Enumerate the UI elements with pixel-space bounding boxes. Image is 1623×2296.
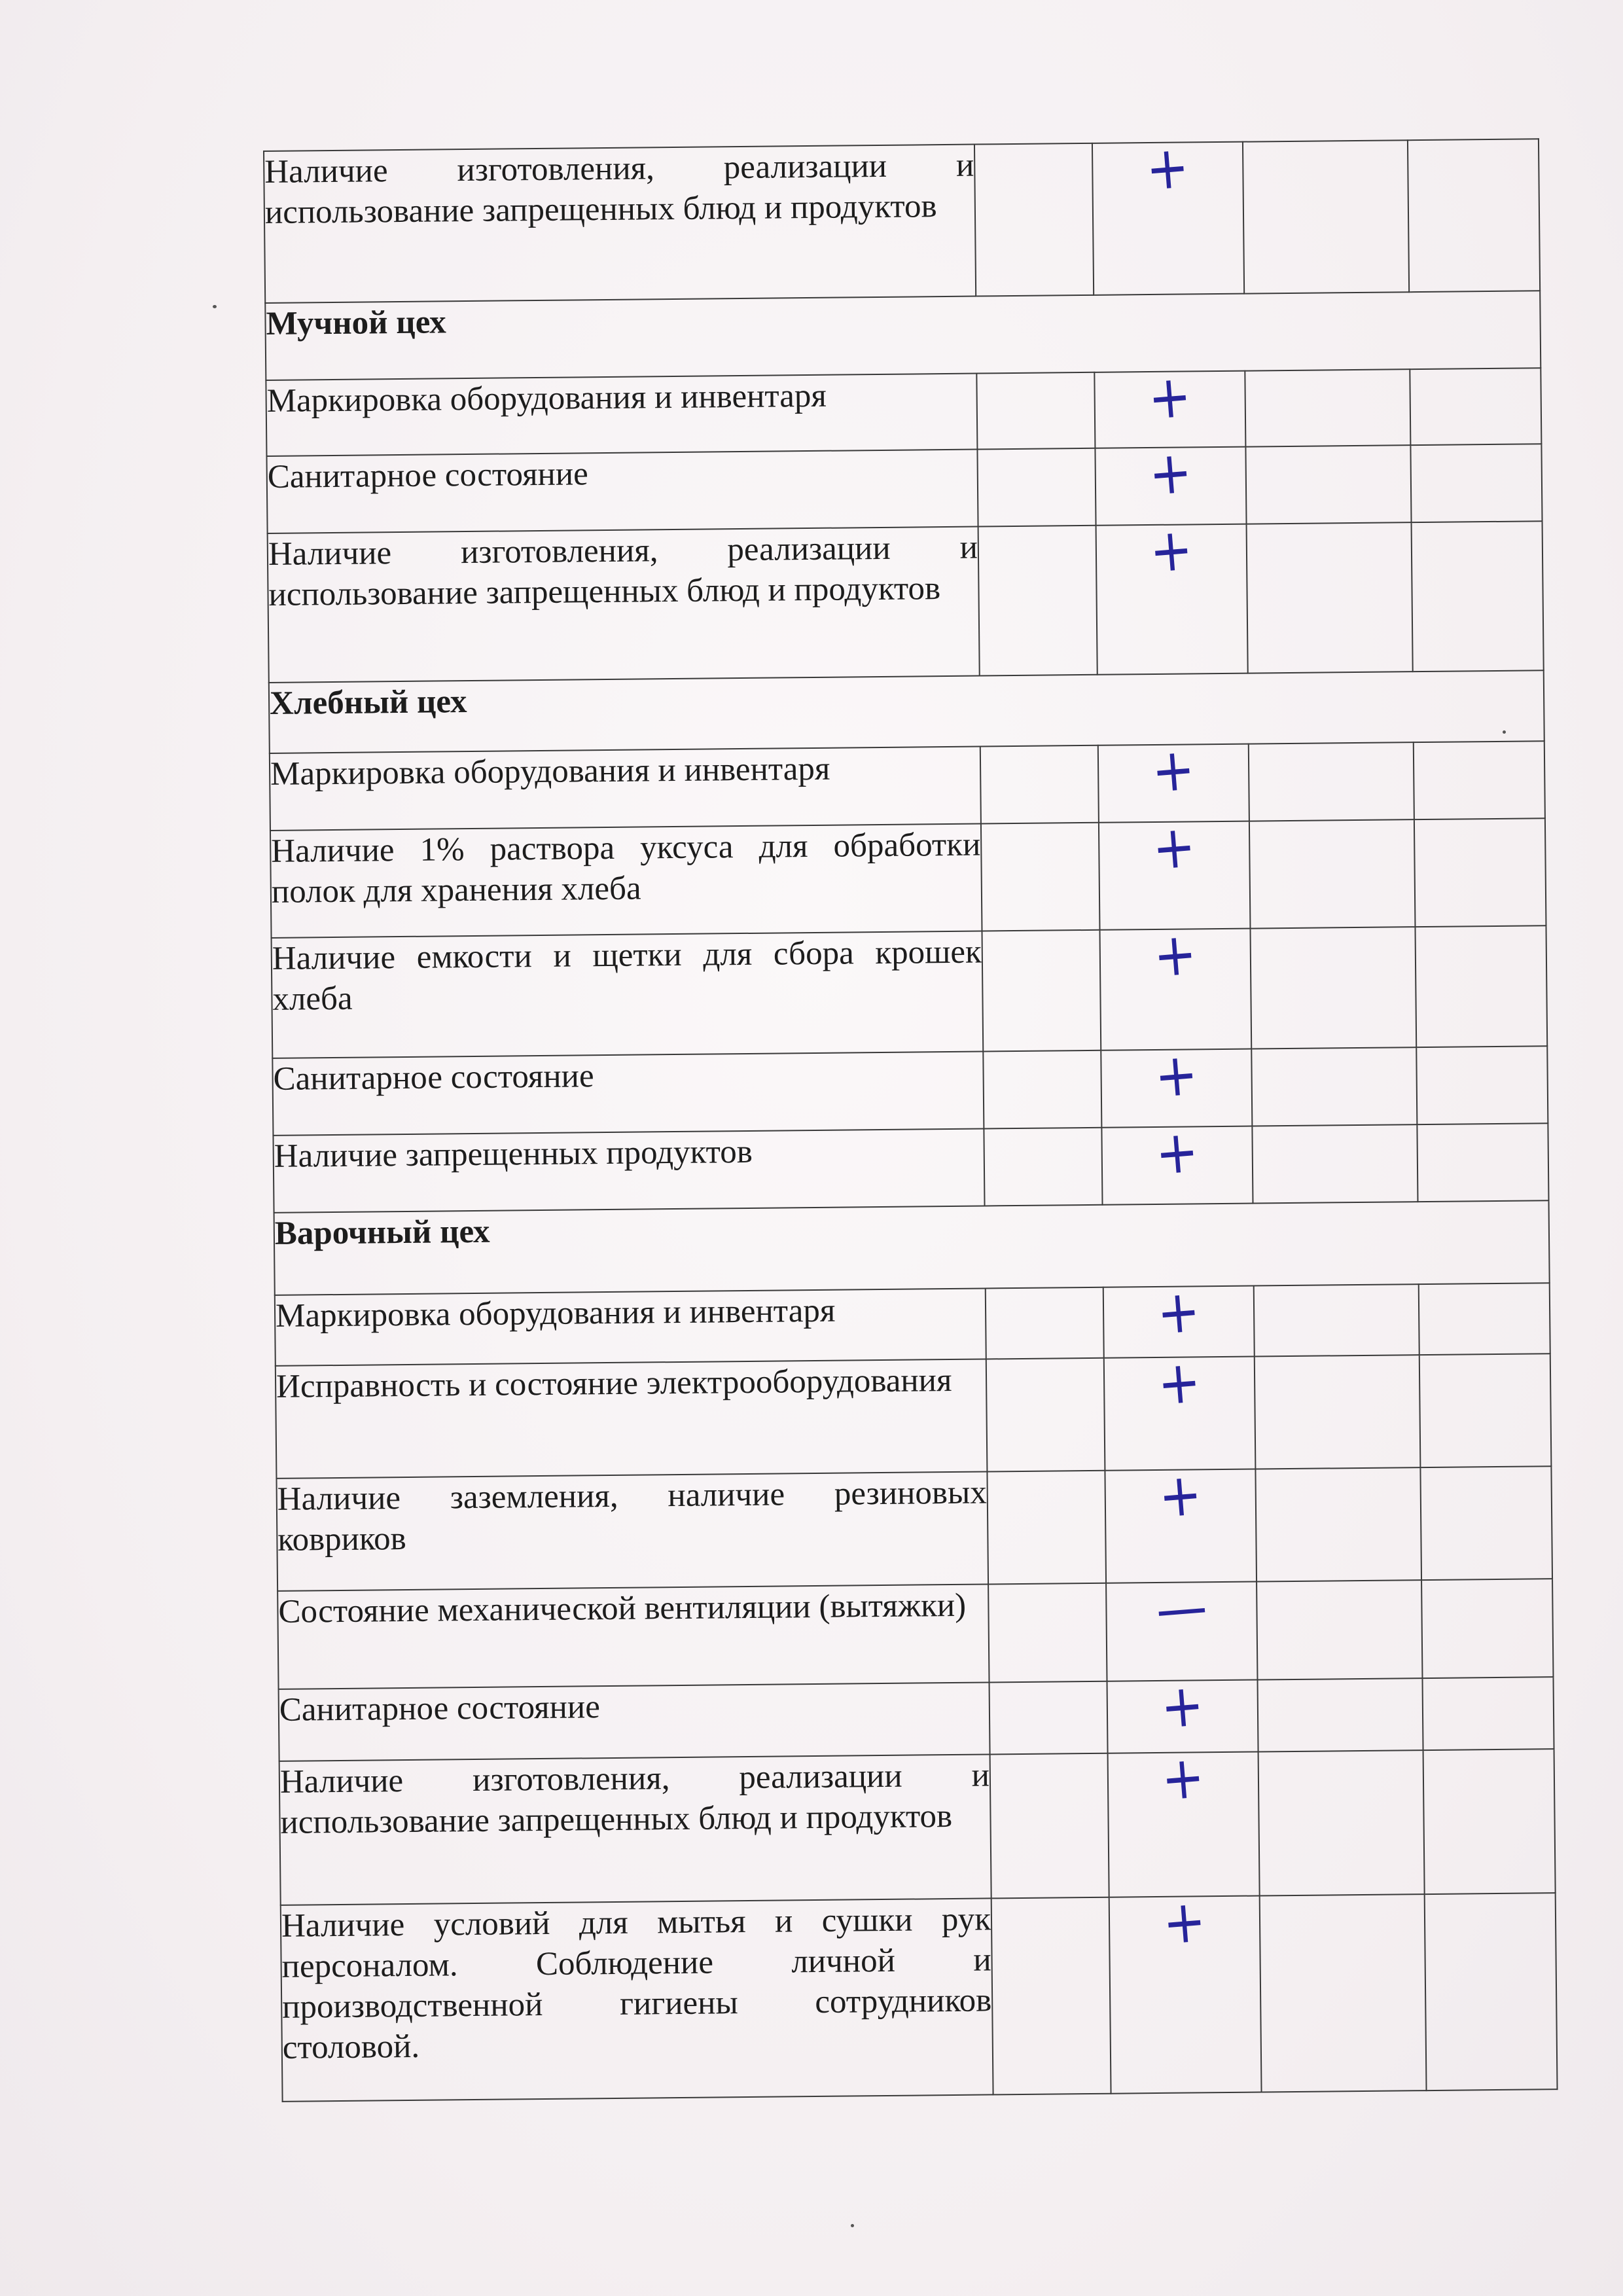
blank-cell: [1417, 1123, 1548, 1202]
checklist-row: [270, 818, 1546, 938]
requirement-text: Санитарное состояние: [272, 1052, 984, 1136]
requirement-text: Наличие запрещенных продуктов: [273, 1128, 984, 1212]
compliance-mark-cell: [1098, 735, 1249, 823]
requirement-text: Наличие условий для мытья и сушки рук персоналом. Соблюдение личной и производственной гигиены сотрудников столовой.: [281, 1898, 993, 2101]
checklist-row: [264, 139, 1540, 303]
blank-cell: [991, 1897, 1111, 2095]
blank-cell: [1423, 1749, 1556, 1894]
plus-mark-icon: +: [1160, 1887, 1209, 1958]
compliance-mark-cell: [1109, 1887, 1262, 2094]
blank-cell: [1416, 1046, 1548, 1124]
blank-cell: [1252, 1124, 1418, 1203]
scan-speck: [851, 2224, 854, 2227]
requirement-text: Санитарное состояние: [266, 450, 978, 533]
scan-speck: [213, 305, 217, 308]
blank-cell: [1257, 1678, 1423, 1751]
plus-mark-icon: +: [1143, 133, 1192, 204]
compliance-mark-cell: [1101, 1117, 1253, 1205]
blank-cell: [1414, 741, 1545, 819]
checklist-row: [268, 521, 1544, 683]
checklist-row: [273, 1123, 1548, 1213]
plus-mark-icon: +: [1156, 1460, 1205, 1532]
checklist-row: [266, 368, 1541, 456]
blank-cell: [1422, 1677, 1554, 1750]
requirement-text: Наличие емкости и щетки для сбора крошек хлеба: [272, 931, 984, 1058]
blank-cell: [1419, 1283, 1550, 1355]
compliance-mark-cell: [1106, 1572, 1257, 1681]
section-title: Мучной цех: [265, 291, 1541, 380]
section-header-row: [274, 1200, 1550, 1295]
blank-cell: [978, 526, 1097, 676]
blank-cell: [990, 1681, 1108, 1755]
checklist-row: [266, 444, 1542, 533]
blank-cell: [1257, 1580, 1422, 1679]
blank-cell: [1260, 1894, 1427, 2092]
blank-cell: [990, 1753, 1109, 1899]
plus-mark-icon: +: [1147, 515, 1196, 586]
requirement-text: Наличие изготовления, реализации и использование запрещенных блюд и продуктов: [268, 527, 980, 683]
blank-cell: [980, 745, 1099, 824]
checklist-row: [279, 1677, 1554, 1761]
blank-cell: [1425, 1893, 1558, 2090]
blank-cell: [1249, 819, 1416, 928]
blank-cell: [1414, 818, 1546, 927]
section-header-row: [269, 670, 1544, 753]
checklist-row: [270, 741, 1545, 831]
blank-cell: [1408, 139, 1540, 292]
requirement-text: Маркировка оборудования и инвентаря: [266, 374, 977, 456]
blank-cell: [981, 823, 1100, 931]
requirement-text: Маркировка оборудования и инвентаря: [275, 1288, 986, 1365]
blank-cell: [1415, 925, 1547, 1047]
compliance-mark-cell: [1094, 362, 1245, 448]
compliance-mark-cell: [1095, 438, 1246, 526]
blank-cell: [1421, 1579, 1553, 1678]
requirement-text: Санитарное состояние: [279, 1682, 990, 1761]
checklist-row: [272, 1046, 1548, 1136]
requirement-text: Состояние механической вентиляции (вытяжки): [277, 1584, 989, 1689]
plus-mark-icon: +: [1158, 1671, 1207, 1742]
plus-mark-icon: +: [1151, 920, 1200, 991]
blank-cell: [1250, 927, 1416, 1049]
compliance-mark-cell: [1101, 1040, 1252, 1128]
minus-mark-icon: —: [1153, 1572, 1210, 1645]
blank-cell: [1254, 1284, 1419, 1356]
compliance-mark-cell: [1096, 515, 1248, 675]
checklist-body: [264, 133, 1558, 2102]
requirement-text: Маркировка оборудования и инвентаря: [270, 747, 981, 831]
compliance-mark-cell: [1103, 1277, 1255, 1358]
blank-cell: [983, 1050, 1101, 1129]
blank-cell: [1245, 369, 1410, 446]
checklist-row: [272, 925, 1548, 1058]
scan-speck: [1503, 730, 1506, 734]
blank-cell: [986, 1358, 1105, 1472]
plus-mark-icon: +: [1159, 1743, 1207, 1814]
plus-mark-icon: +: [1152, 1040, 1201, 1111]
blank-cell: [982, 930, 1101, 1052]
compliance-mark-cell: [1105, 1460, 1257, 1583]
compliance-mark-cell: [1092, 133, 1244, 295]
checklist-row: [277, 1579, 1553, 1689]
blank-cell: [1255, 1355, 1421, 1469]
blank-cell: [976, 372, 1095, 450]
requirement-text: Наличие изготовления, реализации и использование запрещенных блюд и продуктов: [279, 1754, 991, 1905]
plus-mark-icon: +: [1155, 1348, 1204, 1419]
checklist-row: [279, 1749, 1556, 1905]
checklist-row: [276, 1466, 1552, 1591]
plus-mark-icon: +: [1145, 362, 1194, 433]
blank-cell: [1245, 445, 1411, 524]
inspection-checklist-table: [263, 133, 1558, 2102]
compliance-mark-cell: [1099, 812, 1251, 930]
blank-cell: [984, 1128, 1102, 1206]
blank-cell: [1419, 1354, 1552, 1467]
blank-cell: [1251, 1047, 1417, 1126]
section-title: Хлебный цех: [269, 670, 1544, 753]
plus-mark-icon: +: [1149, 735, 1198, 806]
plus-mark-icon: +: [1153, 1117, 1202, 1189]
blank-cell: [1420, 1466, 1552, 1580]
requirement-text: Наличие заземления, наличие резиновых ковриков: [276, 1471, 988, 1590]
blank-cell: [977, 448, 1096, 527]
blank-cell: [1410, 444, 1542, 522]
section-title: Варочный цех: [274, 1200, 1550, 1295]
compliance-mark-cell: [1099, 920, 1251, 1050]
plus-mark-icon: +: [1154, 1277, 1203, 1348]
checklist-row: [281, 1893, 1558, 2102]
blank-cell: [1412, 521, 1544, 672]
requirement-text: Наличие 1% раствора уксуса для обработки полок для хранения хлеба: [270, 824, 982, 938]
section-header-row: [265, 291, 1541, 380]
blank-cell: [1249, 742, 1414, 821]
checklist-row: [275, 1283, 1550, 1366]
blank-cell: [1243, 140, 1409, 293]
checklist-row: [276, 1354, 1552, 1479]
blank-cell: [1255, 1467, 1421, 1581]
blank-cell: [1258, 1750, 1425, 1895]
blank-cell: [987, 1471, 1106, 1585]
plus-mark-icon: +: [1150, 812, 1198, 884]
compliance-mark-cell: [1104, 1348, 1256, 1471]
blank-cell: [1410, 368, 1541, 445]
requirement-text: Исправность и состояние электрооборудования: [276, 1359, 988, 1478]
blank-cell: [986, 1287, 1104, 1359]
compliance-mark-cell: [1108, 1743, 1260, 1897]
requirement-text: Наличие изготовления, реализации и использование запрещенных блюд и продуктов: [264, 145, 976, 303]
blank-cell: [974, 143, 1094, 296]
blank-cell: [1247, 522, 1413, 673]
blank-cell: [988, 1583, 1107, 1683]
compliance-mark-cell: [1107, 1671, 1258, 1753]
plus-mark-icon: +: [1147, 438, 1195, 509]
